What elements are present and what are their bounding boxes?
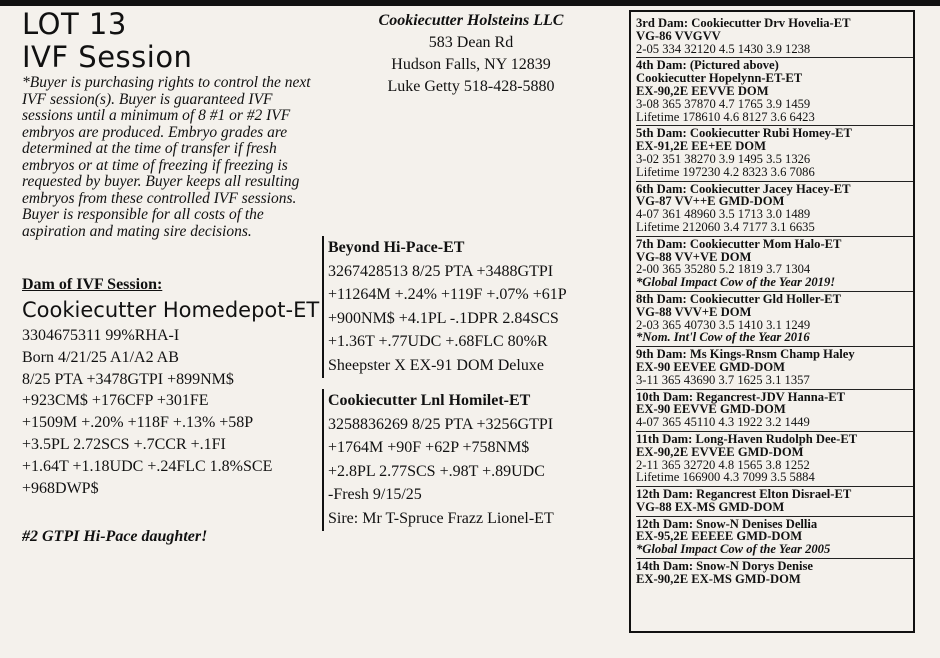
pedigree-dam-detail: VG-87 VV++E GMD-DOM [636, 194, 785, 209]
pedigree-dam-name: 10th Dam: Regancrest-JDV Hanna-ET [636, 389, 846, 404]
pedigree-dam-name: 6th Dam: Cookiecutter Jacey Hacey-ET [636, 181, 851, 196]
pedigree-dam-detail: 3-02 351 38270 3.9 1495 3.5 1326 [636, 151, 811, 166]
dam-details [22, 325, 322, 499]
sire-detail-line: +1.36T +.77UDC +.68FLC 80%R [328, 333, 548, 351]
pedigree-dam-detail: *Nom. Int'l Cow of the Year 2016 [636, 330, 810, 345]
pedigree-entry [636, 432, 913, 487]
sire-detail-line: Sheepster X EX-91 DOM Deluxe [328, 356, 544, 374]
sire-detail-line: +1764M +90F +62P +758NM$ [328, 439, 530, 457]
pedigree-entry [636, 390, 913, 432]
pedigree-entry [636, 292, 913, 347]
pedigree-dam-detail: 2-03 365 40730 3.5 1410 3.1 1249 [636, 317, 811, 332]
pedigree-dam-detail: EX-90,2E EX-MS GMD-DOM [636, 571, 801, 586]
pedigree-dam-detail: EX-90 EEVEE GMD-DOM [636, 359, 786, 374]
sire-detail-line: Sire: Mr T-Spruce Frazz Lionel-ET [328, 509, 554, 527]
pedigree-dam-detail: 2-05 334 32120 4.5 1430 3.9 1238 [636, 41, 811, 56]
pedigree-dam-detail: VG-86 VVGVV [636, 28, 721, 43]
pedigree-entry [636, 517, 913, 559]
pedigree-dam-name: 5th Dam: Cookiecutter Rubi Homey-ET [636, 126, 852, 141]
pedigree-dam-name: 14th Dam: Snow-N Dorys Denise [636, 559, 814, 574]
pedigree-dam-name: 3rd Dam: Cookiecutter Drv Hovelia-ET [636, 16, 851, 30]
pedigree-dam-detail: Lifetime 166900 4.3 7099 3.5 5884 [636, 470, 815, 485]
sire-detail-line: +900NM$ +4.1PL -.1DPR 2.84SCS [328, 309, 559, 327]
dam-name: Cookiecutter Homedepot-ET [22, 298, 320, 322]
pedigree-dam-detail: EX-90 EEVVE GMD-DOM [636, 402, 786, 417]
pedigree-dam-detail: EX-91,2E EE+EE DOM [636, 139, 766, 154]
pedigree-entry [636, 126, 913, 181]
pedigree-dam-detail: *Global Impact Cow of the Year 2005 [636, 542, 831, 557]
pedigree-dam-name: 11th Dam: Long-Haven Rudolph Dee-ET [636, 431, 858, 446]
farm-name: Cookiecutter Holsteins LLC [378, 12, 564, 29]
farm-address-street: 583 Dean Rd [428, 34, 514, 51]
dam-detail-line: +923CM$ +176CFP +301FE [22, 392, 209, 410]
dam-detail-line: +1.64T +1.18UDC +.24FLC 1.8%SCE [22, 457, 273, 475]
pedigree-dam-detail: VG-88 VVV+E DOM [636, 304, 752, 319]
pedigree-dam-detail: VG-88 VV+VE DOM [636, 249, 752, 264]
pedigree-dam-name: 12th Dam: Regancrest Elton Disrael-ET [636, 487, 852, 502]
pedigree-dam-detail: 2-00 365 35280 5.2 1819 3.7 1304 [636, 262, 811, 277]
sire-detail-line: 3267428513 8/25 PTA +3488GTPI [328, 262, 554, 280]
lot-title [22, 8, 192, 74]
pedigree-dam-name: 8th Dam: Cookiecutter Gld Holler-ET [636, 291, 841, 306]
pedigree-entry [636, 182, 913, 237]
pedigree-entry [636, 16, 913, 58]
pedigree-entry [636, 58, 913, 126]
pedigree-dam-detail: Lifetime 197230 4.2 8323 3.6 7086 [636, 164, 815, 179]
farm-address-city: Hudson Falls, NY 12839 [391, 56, 551, 73]
farm-contact [336, 10, 606, 98]
pedigree-dam-name: 4th Dam: (Pictured above) [636, 58, 779, 73]
sire-name: Cookiecutter Lnl Homilet-ET [328, 392, 531, 409]
dam-label: Dam of IVF Session: [22, 276, 163, 293]
pedigree-dam-detail: EX-90,2E EVVEE GMD-DOM [636, 444, 804, 459]
pedigree-dam-name: 7th Dam: Cookiecutter Mom Halo-ET [636, 236, 842, 251]
dam-detail-line: Born 4/21/25 A1/A2 AB [22, 348, 179, 366]
pedigree-entry [636, 487, 913, 517]
pedigree-entry [636, 237, 913, 292]
sire-detail-line: 3258836269 8/25 PTA +3256GTPI [328, 415, 554, 433]
pedigree-dam-detail: VG-88 EX-MS GMD-DOM [636, 499, 785, 514]
pedigree-dam-detail: 3-11 365 43690 3.7 1625 3.1 1357 [636, 372, 810, 387]
pedigree-entry [636, 347, 913, 389]
dam-detail-line: +3.5PL 2.72SCS +.7CCR +.1FI [22, 435, 226, 453]
sire-detail-line: +2.8PL 2.77SCS +.98T +.89UDC [328, 462, 545, 480]
pedigree-dam-detail: EX-95,2E EEEEE GMD-DOM [636, 529, 803, 544]
pedigree-entry [636, 559, 913, 588]
mating-sire-1 [322, 236, 628, 378]
highlight-note: #2 GTPI Hi-Pace daughter! [22, 528, 208, 545]
dam-detail-line: 3304675311 99%RHA-I [22, 327, 180, 344]
sire-detail-line: +11264M +.24% +119F +.07% +61P [328, 286, 567, 304]
sire-name: Beyond Hi-Pace-ET [328, 239, 465, 256]
farm-contact-phone: Luke Getty 518-428-5880 [387, 78, 555, 95]
pedigree-dam-detail: *Global Impact Cow of the Year 2019! [636, 275, 836, 290]
top-rule [0, 0, 940, 6]
pedigree-dam-detail: EX-90,2E EEVVE DOM [636, 83, 769, 98]
buyer-disclaimer: *Buyer is purchasing rights to control the next IVF session(s). Buyer is guaranteed IVF sessions until a minimum of 8 #1 or #2 IVF embryos are produced. Embryo grades are determined at the time of transfer if fresh embryos or at time of freezing if freezing is requested by buyer. Buyer keeps all resulting embryos from these controlled IVF sessions. Buyer is responsible for all costs of the aspiration and mating sire decisions. [22, 74, 311, 240]
lot-subtitle: IVF Session [22, 40, 193, 74]
pedigree-dam-detail: Lifetime 212060 3.4 7177 3.1 6635 [636, 219, 815, 234]
pedigree-dam-detail: 3-08 365 37870 4.7 1765 3.9 1459 [636, 96, 811, 111]
pedigree-dam-detail: 2-11 365 32720 4.8 1565 3.8 1252 [636, 457, 810, 472]
pedigree-dam-detail: 4-07 361 48960 3.5 1713 3.0 1489 [636, 207, 811, 222]
pedigree-dam-detail: Lifetime 178610 4.6 8127 3.6 6423 [636, 109, 815, 124]
mating-sire-2 [322, 389, 628, 531]
sire-detail-line: -Fresh 9/15/25 [328, 486, 422, 504]
lot-number: LOT 13 [22, 7, 127, 41]
dam-detail-line: 8/25 PTA +3478GTPI +899NM$ [22, 370, 234, 388]
pedigree-dam-name: 12th Dam: Snow-N Denises Dellia [636, 516, 818, 531]
dam-detail-line: +968DWP$ [22, 479, 99, 497]
pedigree-dam-detail: 4-07 365 45110 4.3 1922 3.2 1449 [636, 415, 810, 430]
pedigree-dam-detail: Cookiecutter Hopelynn-ET-ET [636, 71, 803, 86]
pedigree-dam-name: 9th Dam: Ms Kings-Rnsm Champ Haley [636, 347, 855, 362]
dam-detail-line: +1509M +.20% +118F +.13% +58P [22, 414, 254, 432]
pedigree-box [629, 10, 915, 633]
